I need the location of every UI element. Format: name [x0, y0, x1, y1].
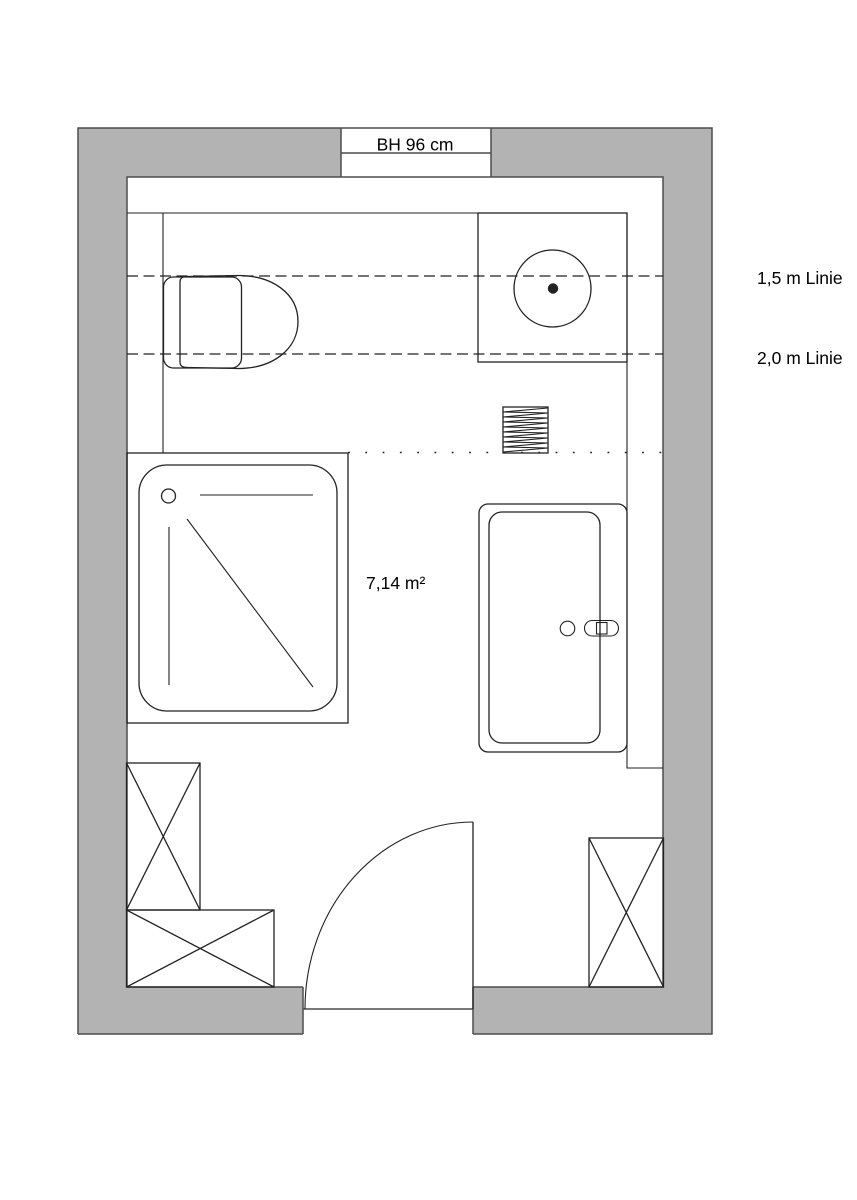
bathtub-rim [479, 504, 627, 752]
washbasin-area [478, 213, 627, 362]
faucet-body-icon [597, 623, 608, 635]
room-area-label: 7,14 m² [366, 573, 426, 593]
labels [366, 135, 843, 594]
window-height-label: BH 96 cm [376, 134, 454, 155]
cabinet-tall-left [127, 763, 201, 910]
shower-enclosure [127, 453, 348, 723]
door-opening [303, 987, 473, 1034]
cabinet-right [589, 838, 664, 987]
bathtub-basin [489, 512, 600, 743]
bathtub-drain-icon [560, 621, 575, 636]
bathtub [479, 504, 627, 752]
duct-hatch-icon [503, 408, 548, 452]
cabinet-cross-icon [127, 763, 201, 910]
ventilation-duct [503, 407, 548, 453]
cabinet-cross-icon [589, 838, 664, 987]
shower [127, 453, 348, 723]
line-2-0m-label: 2,0 m Linie [757, 348, 843, 368]
shower-drain-icon [162, 489, 176, 503]
door-swing-arc [305, 822, 473, 1009]
bathtub-faucet [560, 621, 618, 637]
door [305, 822, 473, 1009]
line-1-5m-label: 1,5 m Linie [757, 268, 843, 288]
height-lines [127, 276, 663, 453]
cabinets [127, 763, 664, 987]
right-ledge-line [627, 213, 663, 768]
installation-lines [127, 213, 663, 768]
cabinet-cross-icon [127, 910, 275, 987]
shower-tray-lines [169, 495, 313, 687]
washbasin-drain-icon [548, 283, 558, 293]
cabinet-wide-left [127, 910, 275, 987]
